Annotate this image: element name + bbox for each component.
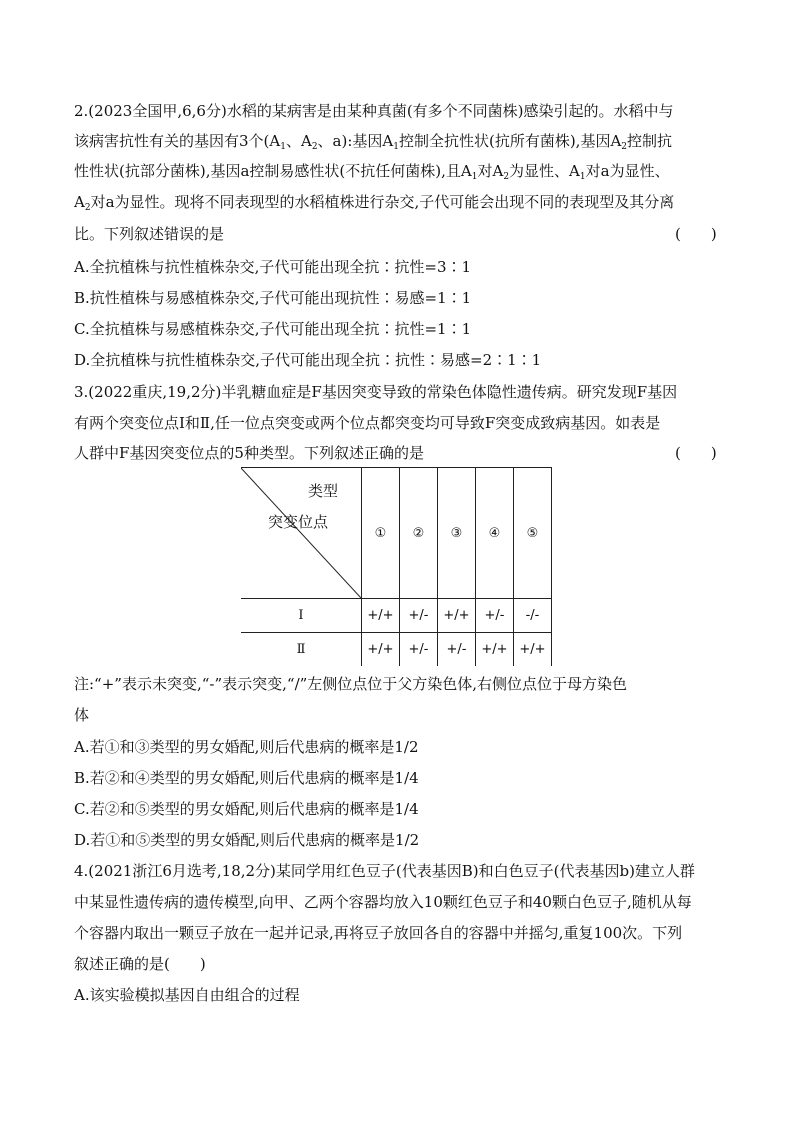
q2-option-c: C.全抗植株与易感植株杂交,子代可能出现全抗∶抗性=1∶1: [74, 320, 472, 338]
q3-stem-line-1: 3.(2022重庆,19,2分)半乳糖血症是F基因突变导致的常染色体隐性遗传病。研究发现F基因: [74, 383, 678, 401]
table-cell: +/+: [362, 633, 400, 667]
q2-option-a: A.全抗植株与抗性植株杂交,子代可能出现全抗∶抗性=3∶1: [74, 258, 472, 276]
q3-stem-line-3: 人群中F基因突变位点的5种类型。下列叙述正确的是: [74, 444, 424, 462]
table-cell: +/+: [514, 633, 552, 667]
q4-option-a: A.该实验模拟基因自由组合的过程: [74, 986, 300, 1004]
row-label-site-2: Ⅱ: [241, 633, 362, 667]
q3-option-b: B.若②和④类型的男女婚配,则后代患病的概率是1/4: [74, 769, 419, 787]
q2-stem-line-3: 性性状(抗部分菌株),基因a控制易感性状(不抗任何菌株),且$A_1$对$A_2$为显性、$A_1$对a为显性、: [74, 162, 670, 182]
q4-stem-line-1: 4.(2021浙江6月选考,18,2分)某同学用红色豆子(代表基因B)和白色豆子(代表基因b)建立人群: [74, 862, 695, 880]
q2-answer-blank: ( ): [675, 225, 717, 243]
q2-stem-line-4: $A_2$对a为显性。现将不同表现型的水稻植株进行杂交,子代可能会出现不同的表现型及其分离: [74, 193, 675, 213]
q3-option-a: A.若①和③类型的男女婚配,则后代患病的概率是1/2: [74, 738, 419, 756]
q3-stem-line-2: 有两个突变位点Ⅰ和Ⅱ,任一位点突变或两个位点都突变均可导致F突变成致病基因。如表是: [74, 414, 661, 432]
corner-diagonal-line: [241, 468, 361, 598]
table-header-type-4: ④: [476, 468, 514, 599]
table-cell: +/+: [362, 599, 400, 633]
q2-option-d: D.全抗植株与抗性植株杂交,子代可能出现全抗∶抗性∶易感=2∶1∶1: [74, 351, 542, 369]
table-cell: +/-: [438, 633, 476, 667]
table-cell: +/+: [476, 633, 514, 667]
q2-stem-line-5: 比。下列叙述错误的是: [74, 225, 225, 243]
q4-stem-line-4: 叙述正确的是( ): [74, 955, 206, 973]
table-row: [241, 599, 552, 633]
table-cell: +/-: [476, 599, 514, 633]
corner-label-site: 突变位点: [268, 513, 329, 531]
q2-stem-line-1: 2.(2023全国甲,6,6分)水稻的某病害是由某种真菌(有多个不同菌株)感染引起的。水稻中与: [74, 102, 674, 120]
q3-option-c: C.若②和⑤类型的男女婚配,则后代患病的概率是1/4: [74, 800, 419, 818]
q4-stem-line-2: 中某显性遗传病的遗传模型,向甲、乙两个容器均放入10颗红色豆子和40颗白色豆子,随机从每: [74, 893, 692, 911]
table-cell: +/-: [400, 599, 438, 633]
q3-answer-blank: ( ): [675, 444, 717, 462]
table-row: [241, 633, 552, 667]
q3-note-line-1: 注:“+”表示未突变,“-”表示突变,“/”左侧位点位于父方染色体,右侧位点位于母方染色: [74, 675, 628, 693]
table-header-type-1: ①: [362, 468, 400, 599]
q2-stem-line-2: 该病害抗性有关的基因有3个($A_1$、$A_2$、a):基因$A_1$控制全抗性状(抗所有菌株),基因$A_2$控制抗: [74, 132, 673, 152]
table-header-type-2: ②: [400, 468, 438, 599]
mutation-type-table: [241, 467, 552, 666]
corner-label-type: 类型: [308, 482, 339, 500]
q2-option-b: B.抗性植株与易感植株杂交,子代可能出现抗性∶易感=1∶1: [74, 289, 472, 307]
table-header-type-3: ③: [438, 468, 476, 599]
table-header-type-5: ⑤: [514, 468, 552, 599]
table-cell: +/-: [400, 633, 438, 667]
q3-option-d: D.若①和⑤类型的男女婚配,则后代患病的概率是1/2: [74, 831, 420, 849]
table-corner-cell: [241, 468, 362, 599]
table-cell: -/-: [514, 599, 552, 633]
row-label-site-1: Ⅰ: [241, 599, 362, 633]
table-cell: +/+: [438, 599, 476, 633]
q3-note-line-2: 体: [74, 706, 90, 724]
q4-stem-line-3: 个容器内取出一颗豆子放在一起并记录,再将豆子放回各自的容器中并摇匀,重复100次。下列: [74, 924, 683, 942]
